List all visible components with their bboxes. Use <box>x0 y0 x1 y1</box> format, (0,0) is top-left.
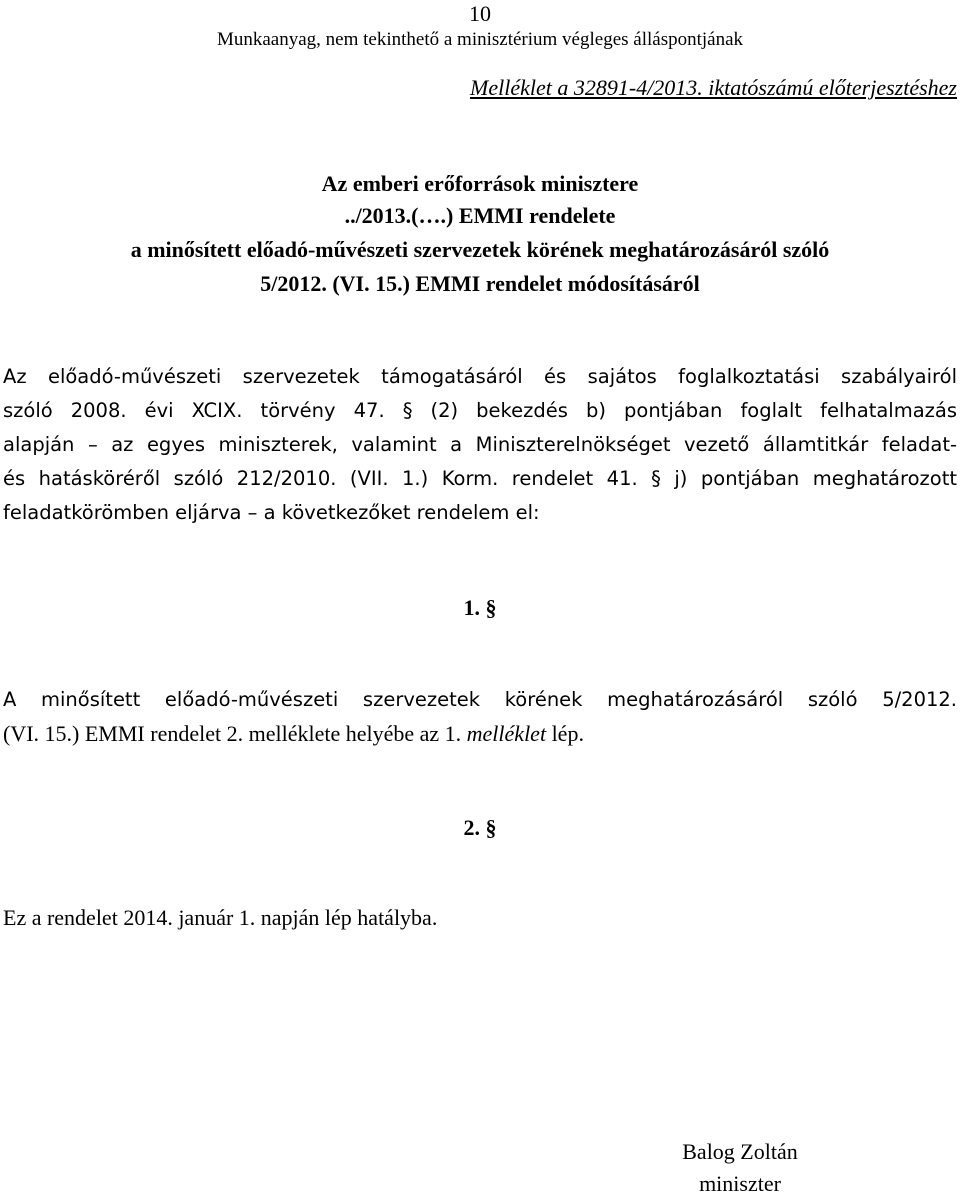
draft-note: Munkaanyag, nem tekinthető a minisztérium végleges álláspontjának <box>216 29 744 50</box>
title-line-subject: a minősített előadó-művészeti szervezetek körének meghatározásáról szóló <box>130 237 830 262</box>
preamble-line: és hatásköréről szóló 212/2010. (VII. 1.) Korm. rendelet 41. § j) pontjában meghatározott <box>3 467 957 490</box>
section-2-heading: 2. § <box>463 815 497 840</box>
title-line-decree-number: ../2013.(….) EMMI rendelete <box>344 203 616 228</box>
preamble-line: Az előadó-művészeti szervezetek támogatásáról és sajátos foglalkoztatási szabályairól <box>3 365 957 388</box>
section-1-text-part: (VI. 15.) EMMI rendelet 2. melléklete helyébe az 1. <box>3 721 467 746</box>
signature-role: miniszter <box>699 1171 781 1196</box>
annex-emphasis: melléklet <box>466 721 547 746</box>
section-1-text-part: lép. <box>546 721 584 746</box>
preamble-line: alapján – az egyes miniszterek, valamint a Miniszterelnökséget vezető államtitkár feladat- <box>3 433 957 456</box>
section-1-text-line: A minősített előadó-művészeti szervezetek körének meghatározásáról szóló 5/2012. <box>3 688 957 711</box>
section-1-text-line <box>3 720 584 748</box>
preamble-line: feladatkörömben eljárva – a következőket rendelem el: <box>3 501 540 524</box>
section-1-heading: 1. § <box>463 595 497 620</box>
annex-reference: Melléklet a 32891-4/2013. iktatószámú előterjesztéshez <box>470 75 957 100</box>
title-line-amendment: 5/2012. (VI. 15.) EMMI rendelet módosításáról <box>260 271 700 296</box>
page-number: 10 <box>469 1 491 26</box>
preamble-line: szóló 2008. évi XCIX. törvény 47. § (2) bekezdés b) pontjában foglalt felhatalmazás <box>3 399 957 422</box>
signature-name: Balog Zoltán <box>682 1139 798 1164</box>
section-2-text: Ez a rendelet 2014. január 1. napján lép hatályba. <box>3 905 438 930</box>
title-line-minister: Az emberi erőforrások minisztere <box>321 171 639 196</box>
